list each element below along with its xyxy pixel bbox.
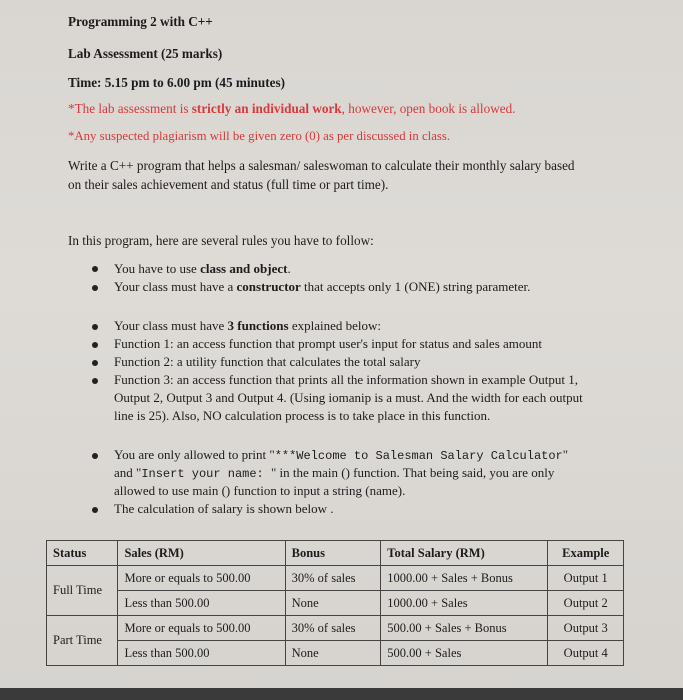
r1-bold: class and object — [200, 261, 288, 276]
rule-function-3-line-2: Output 2, Output 3 and Output 4. (Using iomanip is a must. And the width for each output — [114, 390, 583, 405]
table-row — [47, 566, 624, 591]
r2-prefix: Your class must have a — [114, 279, 237, 294]
table-row — [47, 616, 624, 641]
rule-function-3-line-1: Function 3: an access function that prints all the information shown in example Output 1, — [114, 372, 578, 387]
header-bonus: Bonus — [285, 541, 381, 566]
r1-prefix: You have to use — [114, 261, 201, 276]
rule-function-1: Function 1: an access function that prompt user's input for status and sales amount — [114, 336, 543, 351]
cell-total: 1000.00 + Sales + Bonus — [381, 566, 548, 591]
cell-sales: More or equals to 500.00 — [118, 566, 285, 591]
note-plagiarism: *Any suspected plagiarism will be given zero (0) as per discussed in class. — [68, 129, 451, 143]
cell-example: Output 1 — [548, 566, 624, 591]
cell-sales: Less than 500.00 — [118, 591, 285, 616]
rule-constructor — [114, 278, 530, 296]
cell-sales: More or equals to 500.00 — [118, 616, 285, 641]
r2-suffix: that accepts only 1 (ONE) string parameter. — [300, 279, 531, 294]
table-row — [47, 641, 624, 666]
rule-function-3-line-3: line is 25). Also, NO calculation process is to take place in this function. — [114, 408, 491, 423]
table-row — [47, 591, 624, 616]
bullet-dot — [92, 342, 98, 348]
assessment-title: Lab Assessment (25 marks) — [68, 46, 223, 61]
cell-sales: Less than 500.00 — [118, 641, 285, 666]
r7-suffix: " — [562, 447, 569, 462]
header-example: Example — [548, 541, 624, 566]
r7-l2-b: " in the main () function. That being said, you are only — [270, 465, 555, 480]
rules-heading: In this program, here are several rules you have to follow: — [68, 233, 374, 248]
rule-three-functions — [114, 317, 381, 335]
cell-bonus: None — [285, 641, 381, 666]
header-status: Status — [47, 541, 118, 566]
intro-line-1: Write a C++ program that helps a salesman/ saleswoman to calculate their monthly salary based — [68, 158, 575, 173]
r7-insert-mono: Insert your name: — [141, 467, 271, 481]
cell-total: 1000.00 + Sales — [381, 591, 548, 616]
salary-table — [46, 540, 624, 666]
r1-suffix: . — [287, 261, 291, 276]
cell-total: 500.00 + Sales — [381, 641, 548, 666]
cell-example: Output 2 — [548, 591, 624, 616]
rule-print-line-1 — [114, 446, 568, 465]
cell-bonus: 30% of sales — [285, 616, 381, 641]
table-header-row — [47, 541, 624, 566]
cell-example: Output 3 — [548, 616, 624, 641]
bottom-edge-bar — [0, 688, 683, 700]
status-full-time: Full Time — [47, 566, 118, 616]
bullet-dot — [92, 324, 98, 330]
r7-welcome-mono: ***Welcome to Salesman Salary Calculator — [274, 449, 563, 463]
bullet-dot — [92, 378, 98, 384]
intro-line-2: on their sales achievement and status (full time or part time). — [68, 177, 389, 192]
rule-print-line-2 — [114, 464, 554, 483]
time-info: Time: 5.15 pm to 6.00 pm (45 minutes) — [68, 75, 285, 90]
note1-prefix: *The lab assessment is — [68, 101, 192, 116]
header-total: Total Salary (RM) — [381, 541, 548, 566]
r3-suffix: explained below: — [288, 318, 381, 333]
bullet-dot — [92, 285, 98, 291]
rule-calculation: The calculation of salary is shown below . — [114, 501, 334, 516]
note1-suffix: , however, open book is allowed. — [341, 101, 516, 116]
r3-prefix: Your class must have — [114, 318, 228, 333]
rule-class-object — [114, 260, 291, 278]
r2-bold: constructor — [236, 279, 301, 294]
header-sales: Sales (RM) — [118, 541, 285, 566]
r7-prefix: You are only allowed to print " — [114, 447, 275, 462]
cell-example: Output 4 — [548, 641, 624, 666]
status-part-time: Part Time — [47, 616, 118, 666]
cell-bonus: None — [285, 591, 381, 616]
cell-total: 500.00 + Sales + Bonus — [381, 616, 548, 641]
bullet-dot — [92, 507, 98, 513]
rule-print-line-3: allowed to use main () function to input a string (name). — [114, 483, 406, 498]
cell-bonus: 30% of sales — [285, 566, 381, 591]
r7-l2-a: and " — [114, 465, 142, 480]
bullet-dot — [92, 453, 98, 459]
note1-bold: strictly an individual work — [191, 101, 342, 116]
bullet-dot — [92, 360, 98, 366]
note-individual — [68, 101, 515, 117]
course-title: Programming 2 with C++ — [68, 14, 213, 29]
rule-function-2: Function 2: a utility function that calculates the total salary — [114, 354, 421, 369]
r3-bold: 3 functions — [227, 318, 289, 333]
bullet-dot — [92, 266, 98, 272]
